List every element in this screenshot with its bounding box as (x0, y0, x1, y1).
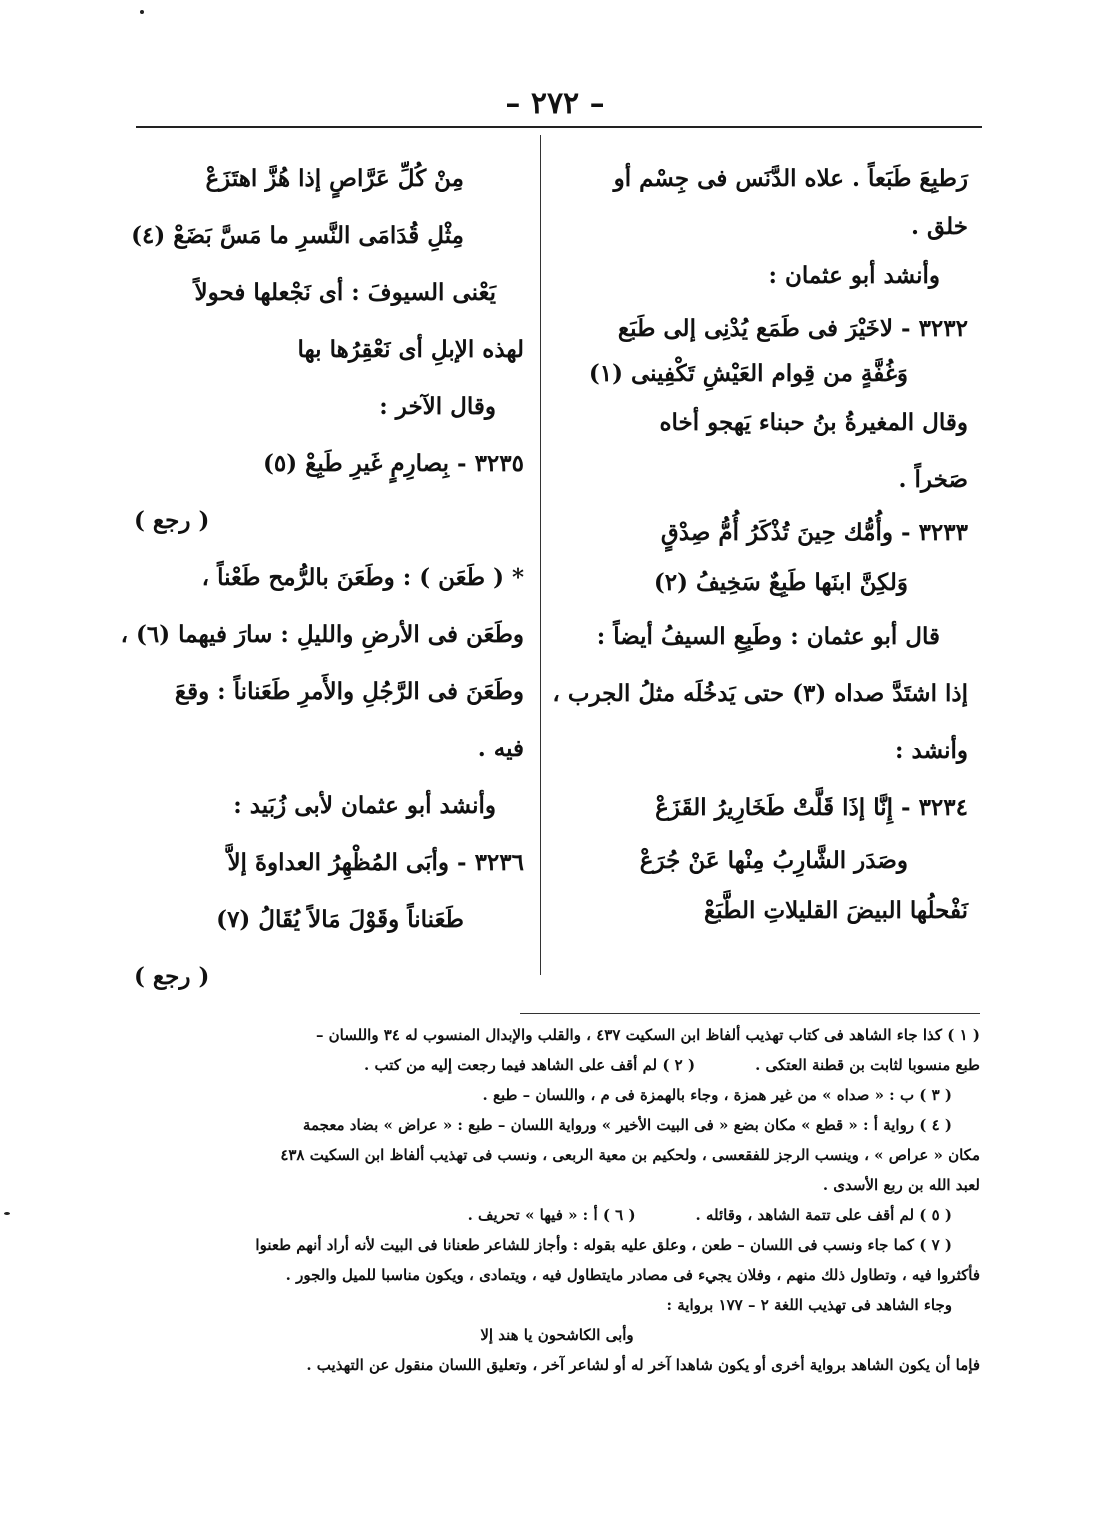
footnote-line: ( ٣ ) ب : « صداه » من غير همزة ، وجاء بالهمزة فى م ، واللسان – طبع . (482, 1086, 952, 1104)
footnote-line: لعبد الله بن ربع الأسدى . (822, 1176, 980, 1194)
header-rule (136, 126, 982, 128)
verse-line: مِنْ كُلِّ عَرَّاصٍ إذا هُزَّ اهتَزَعْ (205, 165, 464, 192)
verse-line: ٣٢٣٤ - إِنَّا إذَا قَلَّتْ طَخَارِيرُ القَزَعْ (655, 794, 968, 821)
column-divider (540, 135, 541, 975)
footnote-part: طبع منسوبا لثابت بن قطنة العتكى . (755, 1056, 980, 1074)
footnote-verse: وأبى الكاشحون يا هند إلا (480, 1326, 634, 1344)
verse-line: ٣٢٣٣ - وأُمُّك حِينَ تُذْكَرُ أُمُّ صِدْقٍ (660, 519, 968, 546)
text-line: خلق . (910, 213, 968, 240)
text-line: يَعْنى السيوفَ : أى نَجْعلها فحولاً (194, 279, 496, 306)
footnote-line: ( ٤ ) رواية أ : « قطع » مكان بضع « فى البيت الأخير » ورواية اللسان – طبع : « عراض » بضاد معجمة (302, 1116, 952, 1134)
footnote-line: فأكثروا فيه ، وتطاول ذلك منهم ، وفلان يجيء فى مصادر مايتطاول فيه ، ويتمادى ، ويكون مناسبا للميل والجور . (285, 1266, 980, 1284)
footnote-line: ( ١ ) كذا جاء الشاهد فى كتاب تهذيب ألفاظ ابن السكيت ٤٣٧ ، والقلب والإبدال المنسوب له ٣٤ واللسان – (315, 1026, 980, 1044)
footnote-part: ( ٢ ) لم أقف على الشاهد فيما رجعت إليه من كتب . (364, 1056, 696, 1074)
verse-line: طَعَناناً وقَوْلَ مَالاً يُقَالُ (٧) (216, 906, 464, 933)
rajaz-marker: ( رجع ) (134, 507, 210, 534)
footnote-line (134, 1200, 980, 1230)
verse-line: ٣٢٣٢ - لاخَيْرَ فى طَمَع يُدْنِى إلى طَبَع (617, 315, 968, 342)
text-line: وطَعَنَ فى الرَّجُلِ والأَمرِ طَعَناناً : وقعَ (174, 678, 524, 705)
scan-speck (4, 1212, 10, 1215)
verse-line: وَغُفَّةٍ من قِوام العَيْشِ تَكْفِينى (١) (588, 360, 908, 387)
footnote-line (134, 1050, 980, 1080)
footnote-part: ( ٥ ) لم أقف على تتمة الشاهد ، وقائله . (695, 1206, 952, 1224)
right-column (548, 150, 968, 936)
verse-line: وصَدَر الشَّارِبُ مِنْها عَنْ جُرَعْ (639, 847, 908, 874)
text-line: وأنشد أبو عثمان : (768, 262, 940, 289)
footnote-line: وجاء الشاهد فى تهذيب اللغة ٢ – ١٧٧ برواية : (666, 1296, 952, 1314)
rajaz-marker: ( رجع ) (134, 963, 210, 990)
text-line: وأنشد أبو عثمان لأبى زُبَيد : (233, 792, 496, 819)
verse-line: مِثْلِ قُدَامَى النَّسرِ ما مَسَّ بَضَعْ (٤) (131, 222, 464, 249)
footnote-line: فإما أن يكون الشاهد برواية أخرى أو يكون شاهدا آخر له أو لشاعر آخر ، وتعليق اللسان منقول عن التهذيب . (306, 1356, 980, 1374)
footnote-line: ( ٧ ) كما جاء ونسب فى اللسان – طعن ، وعلق عليه بقوله : وأجاز للشاعر طعنانا فى البيت لأنه أراد أنهم طعنوا (255, 1236, 952, 1254)
page-number: – ٢٧٢ – (505, 86, 605, 121)
footnote-part: ( ٦ ) أ : « فيها » تحريف . (467, 1206, 636, 1224)
footnotes (134, 1020, 980, 1380)
verse-line: ٣٢٣٥ - بِصارِمٍ غَيرِ طَبِعْ (٥) (263, 450, 524, 477)
entry-heading: * ( طَعَن ) : وطَعَنَ بالرُّمح طَعْناً ، (201, 564, 524, 591)
text-line: قال أبو عثمان : وطَبِعِ السيفُ أيضاً : (596, 623, 940, 650)
footnote-rule (520, 1013, 980, 1014)
text-line: صَخراً . (898, 466, 968, 493)
text-line: فيه . (477, 735, 524, 762)
verse-line: ٣٢٣٦ - وأبَى المُظْهِرُ العداوةَ إلاَّ (227, 849, 524, 876)
text-line: إذا اشتَدَّ صداه (٣) حتى يَدخُلَه مثلُ الجرب ، (552, 680, 968, 707)
left-column (120, 150, 524, 1005)
text-line: رَطبِعَ طَبَعاً . علاه الدَّنَس فى جِسْم أو (613, 165, 968, 192)
text-line: لهذه الإبلِ أى نَعْقِرُها بها (297, 336, 524, 363)
scan-speck (140, 10, 144, 14)
verse-line: نَفْحلُها البيضَ القليلاتِ الطَّبَعْ (704, 897, 968, 924)
text-line: وطَعَن فى الأرضِ والليلِ : سارَ فيهما (٦) ، (120, 621, 524, 648)
verse-line: وَلكِنَّ ابنَها طَبِعٌ سَخِيفُ (٢) (653, 569, 908, 596)
text-line: وقال الآخر : (379, 393, 496, 420)
text-line: وأنشد : (895, 737, 968, 764)
text-line: وقال المغيرةُ بنُ حبناء يَهجو أخاه (659, 409, 968, 436)
footnote-line: مكان « عراص » ، وينسب الرجز للفقعسى ، ولحكيم بن معية الربعى ، ونسب فى تهذيب ألفاظ ابن السكيت ٤٣٨ (280, 1146, 980, 1164)
